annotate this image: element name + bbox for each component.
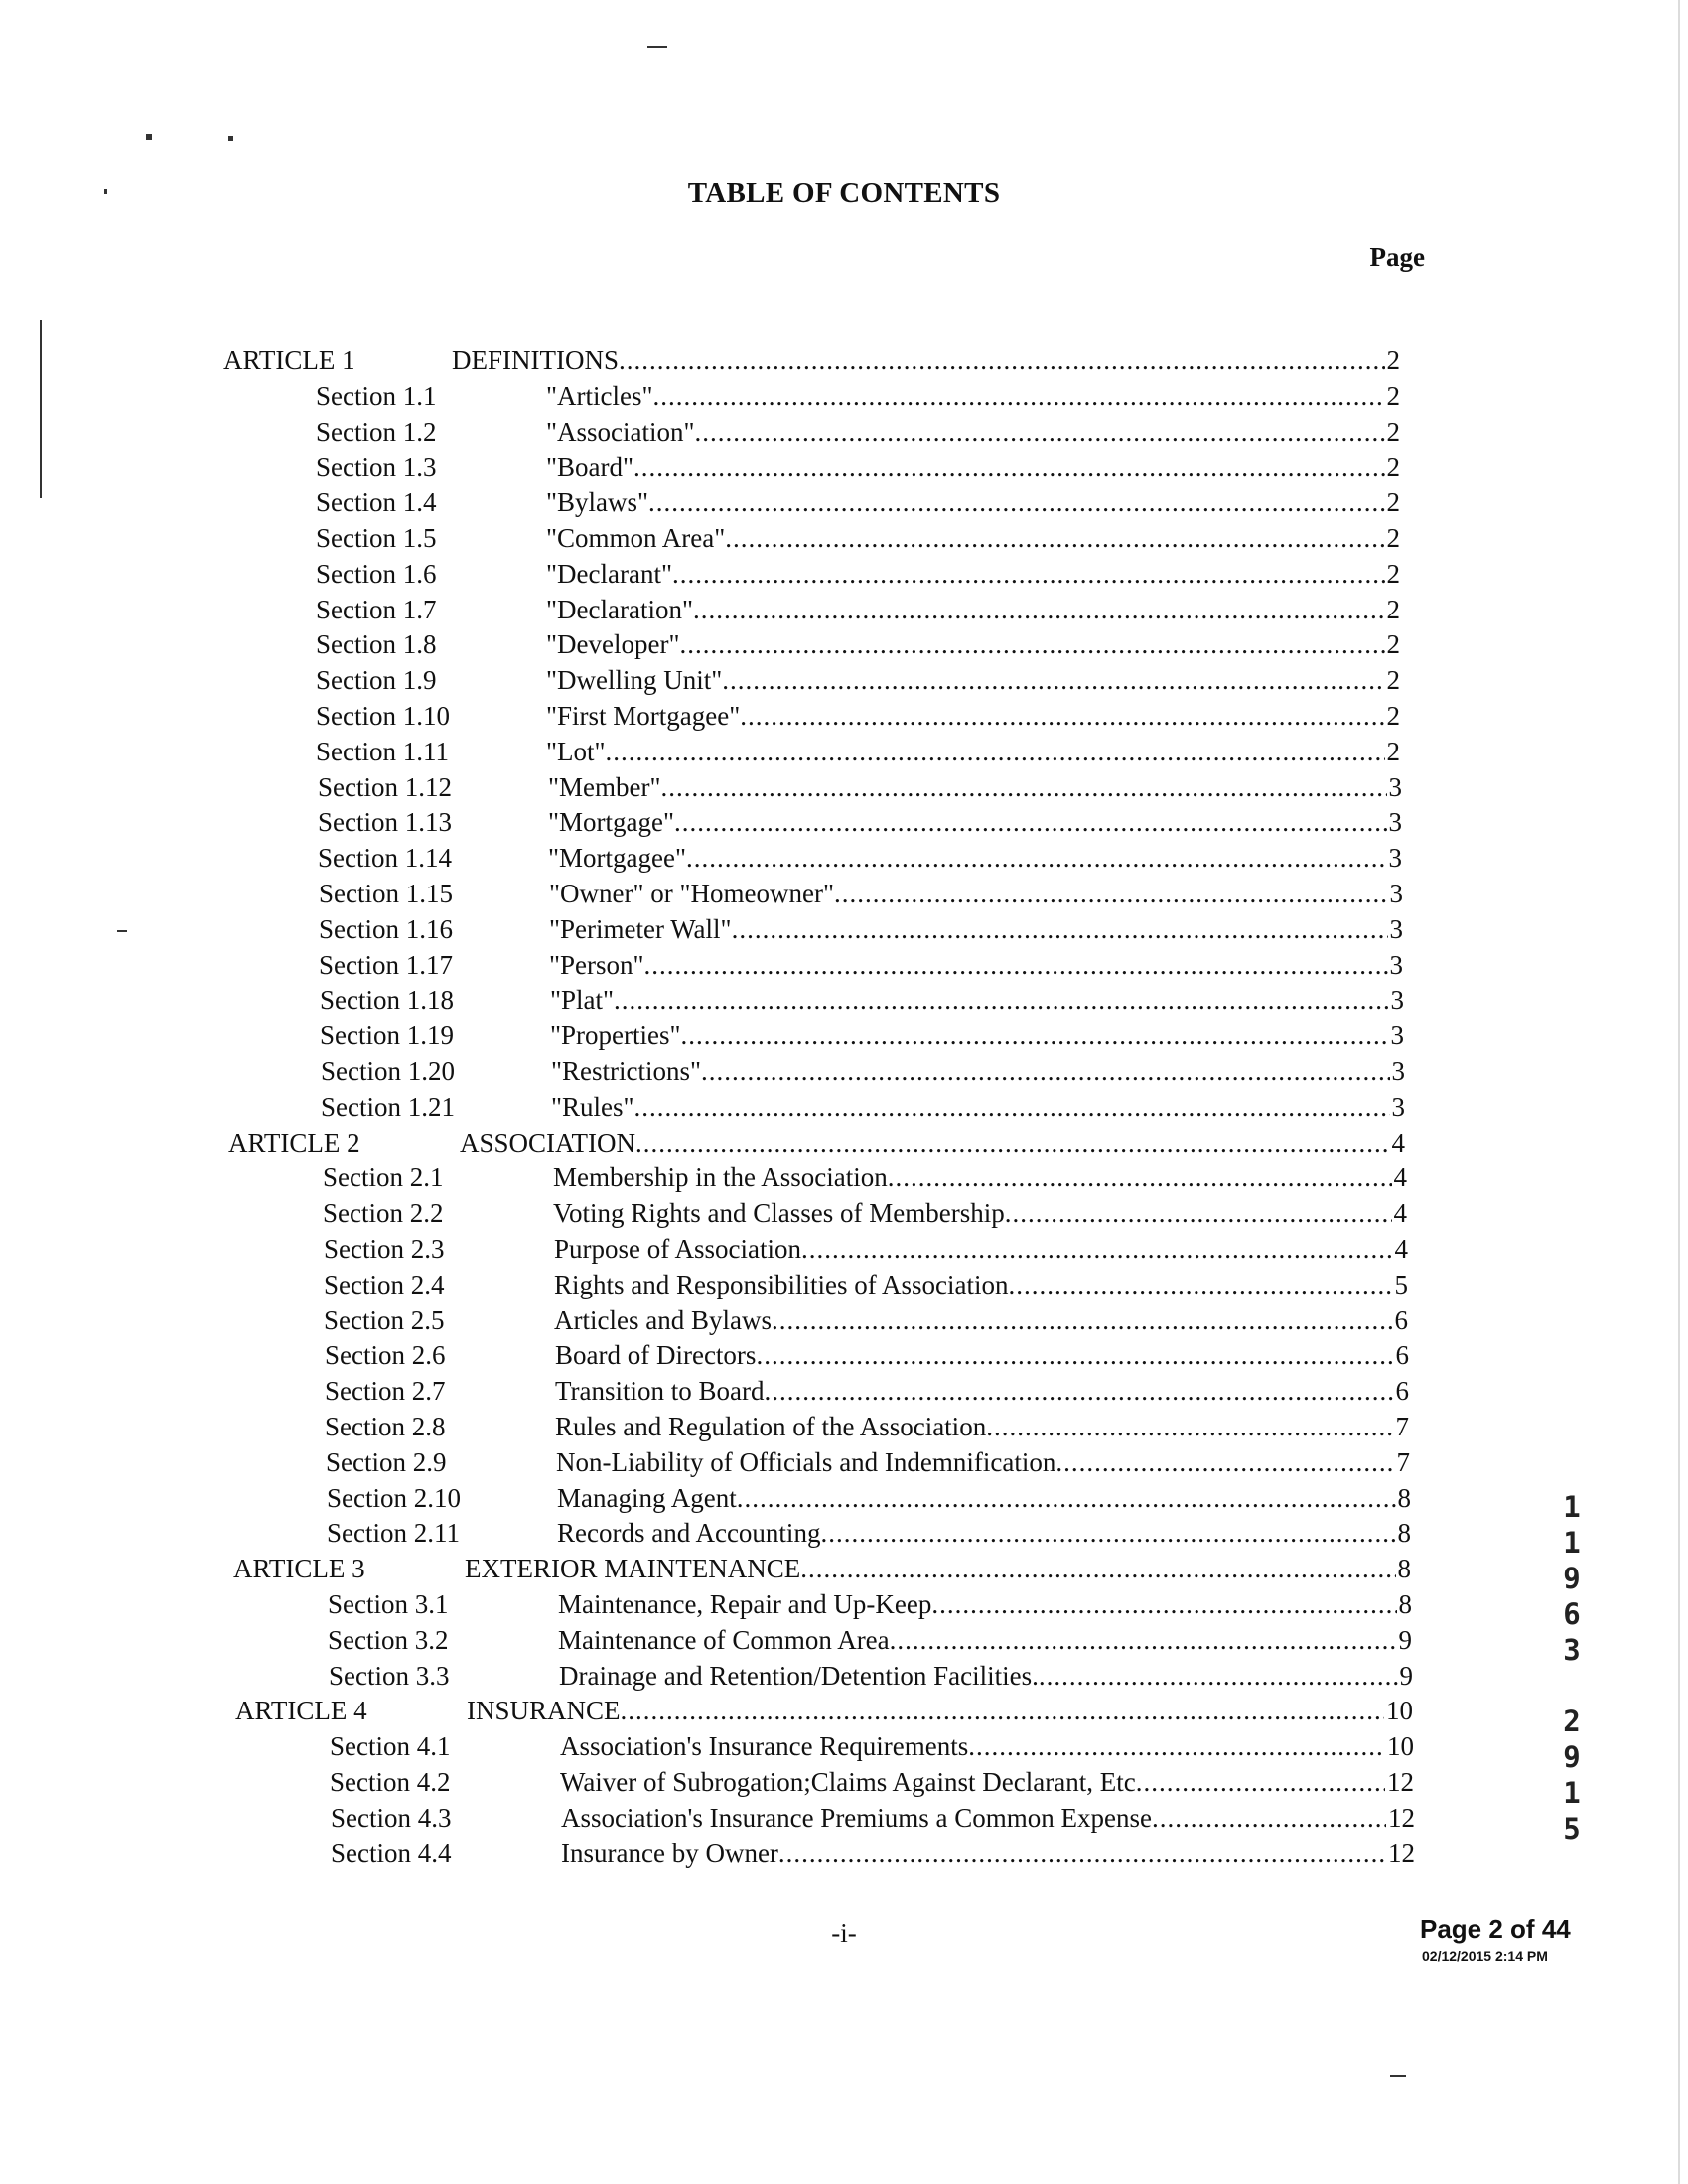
toc-page: 6 (1394, 1304, 1408, 1335)
dot-leader (722, 662, 1384, 698)
toc-page: 4 (1393, 1198, 1407, 1229)
stamp-digit: 2 (1563, 1705, 1581, 1738)
dot-leader (634, 1089, 1390, 1125)
dot-leader (619, 342, 1385, 378)
toc-article-2[interactable] (228, 1125, 1405, 1160)
toc-number: Section 1.12 (318, 771, 452, 802)
dot-leader (888, 1160, 1392, 1195)
stamp-digit: 1 (1563, 1526, 1581, 1560)
toc-page: 12 (1387, 1767, 1414, 1797)
toc-page: 4 (1391, 1127, 1405, 1158)
toc-article-3[interactable] (233, 1551, 1411, 1586)
toc-entry[interactable] (324, 1302, 1408, 1338)
dot-leader (801, 1231, 1393, 1267)
toc-page: 2 (1386, 736, 1400, 766)
dot-leader (621, 1693, 1384, 1728)
toc-number: Section 1.15 (319, 879, 453, 908)
toc-page: 2 (1386, 345, 1400, 375)
toc-page: 3 (1390, 985, 1404, 1016)
toc-number: Section 2.2 (323, 1198, 444, 1229)
toc-title: "Person" (549, 949, 644, 980)
stamp-digit: 3 (1563, 1633, 1581, 1667)
toc-page: 3 (1391, 1056, 1405, 1086)
toc-number: Section 1.11 (316, 736, 449, 766)
toc-number: Section 1.7 (316, 594, 437, 624)
toc-entry[interactable] (316, 626, 1400, 662)
dot-leader (986, 1409, 1393, 1444)
stamp-digit: 6 (1563, 1597, 1581, 1631)
dot-leader (778, 1836, 1386, 1871)
toc-number: Section 2.3 (324, 1234, 445, 1264)
toc-title: Maintenance, Repair and Up-Keep (558, 1589, 932, 1619)
dot-leader (686, 840, 1387, 876)
toc-page: 8 (1397, 1518, 1411, 1549)
toc-number: ARTICLE 2 (228, 1127, 360, 1158)
toc-title: "Member" (548, 771, 661, 802)
toc-title: Waiver of Subrogation;Claims Against Declarant, Etc (560, 1767, 1136, 1797)
toc-title: ASSOCIATION (460, 1127, 636, 1158)
toc-entry[interactable] (325, 1409, 1409, 1444)
dot-leader (606, 734, 1385, 769)
toc-entry[interactable] (316, 556, 1400, 592)
toc-entry[interactable] (318, 804, 1402, 840)
toc-title: Insurance by Owner (561, 1838, 778, 1868)
dot-leader (1136, 1764, 1385, 1800)
toc-entry[interactable] (326, 1444, 1410, 1480)
toc-number: Section 1.21 (321, 1091, 455, 1122)
toc-page: 3 (1389, 879, 1403, 908)
toc-entry[interactable] (328, 1622, 1412, 1658)
toc-page: 4 (1394, 1234, 1408, 1264)
toc-page: 7 (1395, 1412, 1409, 1441)
toc-title: "Mortgagee" (548, 843, 686, 874)
toc-number: Section 2.11 (327, 1518, 460, 1549)
toc-number: Section 3.1 (328, 1589, 449, 1619)
toc-title: Records and Accounting (557, 1518, 821, 1549)
page-of-total: Page 2 of 44 (1420, 1914, 1571, 1944)
toc-number: Section 1.10 (316, 701, 450, 731)
toc-page: 6 (1395, 1376, 1409, 1407)
toc-page: 2 (1386, 416, 1400, 447)
toc-entry[interactable] (316, 662, 1400, 698)
toc-page: 2 (1386, 629, 1400, 660)
toc-entry[interactable] (316, 734, 1400, 769)
toc-page: 6 (1395, 1340, 1409, 1371)
toc-entry[interactable] (329, 1658, 1413, 1694)
dot-leader (661, 769, 1387, 805)
toc-title: "Plat" (550, 985, 615, 1016)
toc-entry[interactable] (319, 876, 1403, 911)
toc-page: 2 (1386, 665, 1400, 696)
toc-entry[interactable] (324, 1231, 1408, 1267)
toc-title: Non-Liability of Officials and Indemnification (556, 1446, 1056, 1477)
toc-page: 3 (1390, 1021, 1404, 1051)
dot-leader (614, 982, 1388, 1018)
toc-number: Section 1.14 (318, 843, 452, 874)
toc-entry[interactable] (319, 947, 1403, 983)
toc-title: "Common Area" (546, 523, 726, 553)
dot-leader (672, 556, 1385, 592)
toc-entry[interactable] (331, 1836, 1415, 1871)
dot-leader (1005, 1195, 1392, 1231)
dot-leader (834, 876, 1387, 911)
toc-title: Rules and Regulation of the Association (555, 1412, 987, 1441)
toc-page: 3 (1388, 807, 1402, 838)
toc-title: "Articles" (546, 380, 653, 411)
toc-title: "Perimeter Wall" (549, 913, 732, 944)
toc-entry[interactable] (316, 520, 1400, 556)
toc-title: Board of Directors (555, 1340, 757, 1371)
toc-entry[interactable] (316, 414, 1400, 450)
toc-title: "Declaration" (546, 594, 693, 624)
dot-leader (800, 1551, 1395, 1586)
toc-number: Section 2.9 (326, 1446, 447, 1477)
scan-speck (647, 46, 667, 48)
toc-page: 8 (1397, 1554, 1411, 1584)
toc-page: 3 (1388, 843, 1402, 874)
dot-leader (1039, 1658, 1398, 1694)
scan-page-edge (1678, 0, 1680, 2184)
dot-leader (674, 804, 1386, 840)
toc-title: Association's Insurance Premiums a Common Expense (561, 1802, 1153, 1833)
toc-title: "Dwelling Unit" (546, 665, 723, 696)
dot-leader (1009, 1267, 1393, 1302)
toc-title: DEFINITIONS (452, 345, 619, 375)
stamp-digit: 1 (1563, 1776, 1581, 1810)
toc-number: Section 4.4 (331, 1838, 452, 1868)
dot-leader (653, 378, 1385, 414)
toc-title: EXTERIOR MAINTENANCE (465, 1554, 801, 1584)
toc-title: "Declarant" (546, 558, 672, 589)
roman-page-number: -i- (831, 1918, 857, 1948)
dot-leader (737, 1480, 1396, 1516)
dot-leader (772, 1302, 1393, 1338)
dot-leader (765, 1373, 1394, 1409)
toc-title: Rights and Responsibilities of Association (554, 1269, 1009, 1299)
side-stamp-number (1557, 1489, 1587, 1846)
toc-entry[interactable] (320, 1018, 1404, 1053)
page-column-heading: Page (1369, 242, 1425, 272)
toc-entry[interactable] (327, 1515, 1411, 1551)
toc-entry[interactable] (325, 1373, 1409, 1409)
toc-entry[interactable] (321, 1089, 1405, 1125)
toc-title: Voting Rights and Classes of Membership (553, 1198, 1005, 1229)
dot-leader (635, 1125, 1389, 1160)
document-title: TABLE OF CONTENTS (687, 177, 1001, 208)
toc-page: 2 (1386, 701, 1400, 731)
toc-number: Section 1.18 (320, 985, 454, 1016)
toc-number: Section 1.4 (316, 487, 437, 518)
toc-page: 10 (1387, 1731, 1414, 1762)
toc-entry[interactable] (325, 1337, 1409, 1373)
toc-number: ARTICLE 4 (235, 1696, 367, 1726)
toc-page: 3 (1388, 771, 1402, 802)
toc-entry[interactable] (331, 1800, 1415, 1836)
toc-entry[interactable] (316, 698, 1400, 734)
toc-number: Section 3.3 (329, 1660, 450, 1691)
toc-title: "Properties" (550, 1021, 681, 1051)
toc-title: "Mortgage" (548, 807, 675, 838)
dot-leader (732, 911, 1388, 947)
toc-title: Managing Agent (557, 1482, 737, 1513)
scan-speck (146, 134, 152, 140)
dot-leader (695, 414, 1385, 450)
toc-number: Section 4.3 (331, 1802, 452, 1833)
toc-title: INSURANCE (467, 1696, 621, 1726)
scan-speck (1390, 2075, 1406, 2077)
dot-leader (681, 1018, 1389, 1053)
toc-page: 9 (1398, 1624, 1412, 1655)
scan-margin-mark (40, 320, 42, 498)
toc-number: ARTICLE 3 (233, 1554, 365, 1584)
toc-page: 12 (1388, 1838, 1415, 1868)
toc-number: Section 1.13 (318, 807, 452, 838)
toc-page: 5 (1394, 1269, 1408, 1299)
toc-number: Section 1.2 (316, 416, 437, 447)
toc-number: Section 1.20 (321, 1056, 455, 1086)
toc-entry[interactable] (319, 911, 1403, 947)
toc-title: Purpose of Association (554, 1234, 801, 1264)
toc-entry[interactable] (327, 1480, 1411, 1516)
toc-title: "Developer" (546, 629, 680, 660)
toc-entry[interactable] (318, 840, 1402, 876)
toc-title: "Board" (546, 452, 634, 482)
toc-title: Maintenance of Common Area (558, 1624, 890, 1655)
toc-number: Section 3.2 (328, 1624, 449, 1655)
toc-number: Section 1.1 (316, 380, 437, 411)
toc-number: Section 4.2 (330, 1767, 451, 1797)
toc-entry[interactable] (323, 1195, 1407, 1231)
toc-entry[interactable] (316, 484, 1400, 520)
toc-number: Section 2.7 (325, 1376, 446, 1407)
toc-number: Section 1.19 (320, 1021, 454, 1051)
toc-page: 9 (1399, 1660, 1413, 1691)
scan-speck (117, 930, 127, 932)
toc-page: 2 (1386, 523, 1400, 553)
toc-title: Membership in the Association (553, 1162, 888, 1193)
toc-entry[interactable] (318, 769, 1402, 805)
toc-number: Section 2.1 (323, 1162, 444, 1193)
stamp-digit: 5 (1563, 1812, 1581, 1845)
toc-page: 3 (1391, 1091, 1405, 1122)
dot-leader (648, 484, 1384, 520)
toc-title: Drainage and Retention/Detention Facilities. (559, 1660, 1039, 1691)
toc-number: Section 2.4 (324, 1269, 445, 1299)
toc-page: 12 (1388, 1802, 1415, 1833)
toc-title: "Bylaws" (546, 487, 649, 518)
toc-number: Section 1.9 (316, 665, 437, 696)
toc-number: ARTICLE 1 (223, 345, 355, 375)
toc-number: Section 1.16 (319, 913, 453, 944)
dot-leader (1152, 1800, 1386, 1836)
toc-page: 3 (1389, 949, 1403, 980)
toc-page: 7 (1396, 1446, 1410, 1477)
toc-number: Section 1.17 (319, 949, 453, 980)
stamp-digit: 9 (1563, 1562, 1581, 1595)
toc-page: 10 (1386, 1696, 1413, 1726)
stamp-gap (1557, 1668, 1587, 1704)
scan-speck (228, 136, 233, 141)
dot-leader (633, 449, 1384, 484)
stamp-digit: 1 (1563, 1490, 1581, 1524)
dot-leader (740, 698, 1384, 734)
toc-entry[interactable] (316, 378, 1400, 414)
toc-number: Section 2.8 (325, 1412, 446, 1441)
dot-leader (968, 1728, 1385, 1764)
toc-number: Section 1.5 (316, 523, 437, 553)
toc-title: Transition to Board (555, 1376, 765, 1407)
dot-leader (644, 947, 1388, 983)
toc-page: 2 (1386, 558, 1400, 589)
toc-page: 2 (1386, 487, 1400, 518)
toc-title: "Lot" (546, 736, 606, 766)
toc-title: "Rules" (551, 1091, 634, 1122)
toc-page: 2 (1386, 380, 1400, 411)
toc-page: 2 (1386, 452, 1400, 482)
dot-leader (931, 1586, 1396, 1622)
toc-page: 2 (1386, 594, 1400, 624)
toc-entry[interactable] (324, 1267, 1408, 1302)
toc-entry[interactable] (330, 1764, 1414, 1800)
dot-leader (693, 592, 1385, 627)
print-timestamp: 02/12/2015 2:14 PM (1422, 1948, 1548, 1964)
toc-entry[interactable] (316, 592, 1400, 627)
stamp-digit: 9 (1563, 1740, 1581, 1774)
toc-article-4[interactable] (235, 1693, 1413, 1728)
dot-leader (680, 626, 1385, 662)
toc-number: Section 2.5 (324, 1304, 445, 1335)
dot-leader (725, 520, 1384, 556)
toc-page: 8 (1397, 1482, 1411, 1513)
toc-page: 3 (1389, 913, 1403, 944)
dot-leader (820, 1515, 1395, 1551)
toc-page: 8 (1398, 1589, 1412, 1619)
dot-leader (756, 1337, 1393, 1373)
toc-number: Section 1.8 (316, 629, 437, 660)
toc-entry[interactable] (330, 1728, 1414, 1764)
toc-title: Articles and Bylaws (554, 1304, 772, 1335)
toc-title: "Owner" or "Homeowner" (549, 879, 835, 908)
toc-entry[interactable] (321, 1053, 1405, 1089)
dot-leader (1055, 1444, 1394, 1480)
toc-article-1[interactable] (223, 342, 1400, 378)
toc-title: "Restrictions" (551, 1056, 702, 1086)
toc-entry[interactable] (320, 982, 1404, 1018)
toc-title: Association's Insurance Requirements (560, 1731, 969, 1762)
toc-title: "Association" (546, 416, 695, 447)
toc-title: "First Mortgagee" (546, 701, 741, 731)
toc-page: 4 (1393, 1162, 1407, 1193)
toc-number: Section 1.3 (316, 452, 437, 482)
toc-entry[interactable] (323, 1160, 1407, 1195)
toc-entry[interactable] (316, 449, 1400, 484)
toc-number: Section 2.6 (325, 1340, 446, 1371)
toc-number: Section 4.1 (330, 1731, 451, 1762)
dot-leader (890, 1622, 1397, 1658)
dot-leader (701, 1053, 1389, 1089)
toc-entry[interactable] (328, 1586, 1412, 1622)
toc-number: Section 2.10 (327, 1482, 461, 1513)
toc-number: Section 1.6 (316, 558, 437, 589)
